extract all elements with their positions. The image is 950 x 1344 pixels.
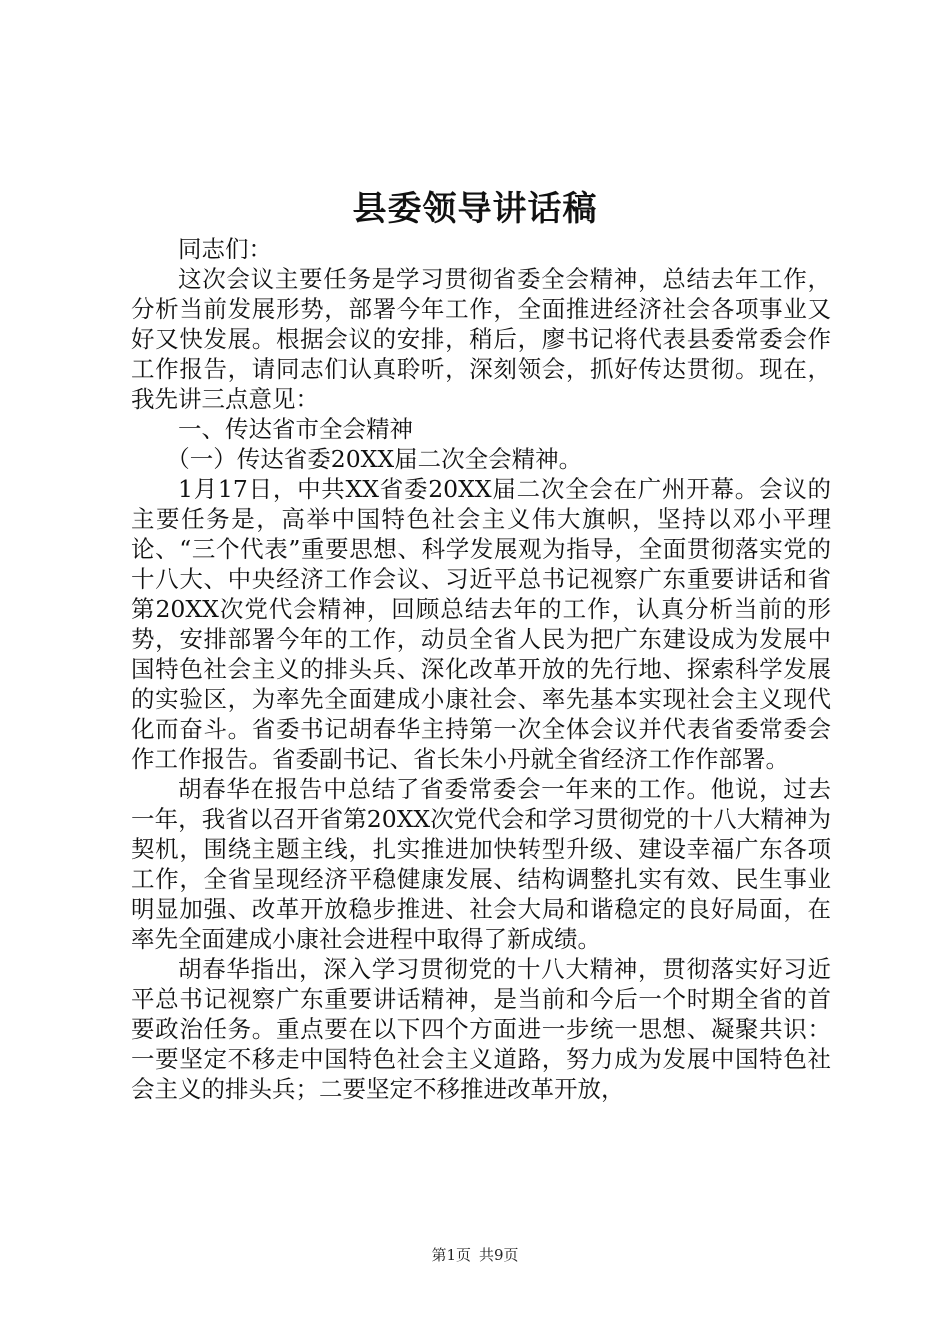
section-heading: 一、传达省市全会精神: [178, 415, 413, 443]
page-footer: [0, 1245, 950, 1265]
page-total: 共9页: [479, 1246, 519, 1264]
body-paragraph: 胡春华指出，深入学习贯彻党的十八大精神，贯彻落实好习近平总书记视察广东重要讲话精神，是当前和今后一个时期全省的首要政治任务。重点要在以下四个方面进一步统一思想、凝聚共识：一要坚定不移走中国特色社会主义道路，努力成为发展中国特色社会主义的排头兵；二要坚定不移推进改革开放，: [131, 955, 831, 1103]
intro-paragraph: 这次会议主要任务是学习贯彻省委全会精神，总结去年工作，分析当前发展形势，部署今年工作，全面推进经济社会各项事业又好又快发展。根据会议的安排，稍后，廖书记将代表县委常委会作工作报告，请同志们认真聆听，深刻领会，抓好传达贯彻。现在，我先讲三点意见：: [131, 265, 831, 413]
body-paragraph: 胡春华在报告中总结了省委常委会一年来的工作。他说，过去一年，我省以召开省第20XX次党代会和学习贯彻党的十八大精神为契机，围绕主题主线，扎实推进加快转型升级、建设幸福广东各项工作，全省呈现经济平稳健康发展、结构调整扎实有效、民生事业明显加强、改革开放稳步推进、社会大局和谐稳定的良好局面，在率先全面建成小康社会进程中取得了新成绩。: [131, 775, 831, 953]
document-body: [131, 234, 831, 1104]
page-number: 第1页: [431, 1246, 471, 1264]
salutation-paragraph: 同志们：: [178, 235, 272, 263]
subsection-heading: （一）传达省委20XX届二次全会精神。: [166, 445, 583, 473]
page-title: 县委领导讲话稿: [352, 189, 598, 229]
body-paragraph: 1月17日，中共XX省委20XX届二次全会在广州开幕。会议的主要任务是，高举中国特色社会主义伟大旗帜，坚持以邓小平理论、“三个代表”重要思想、科学发展观为指导，全面贯彻落实党的十八大、中央经济工作会议、习近平总书记视察广东重要讲话和省第20XX次党代会精神，回顾总结去年的工作，认真分析当前的形势，安排部署今年的工作，动员全省人民为把广东建设成为发展中国特色社会主义的排头兵、深化改革开放的先行地、探索科学发展的实验区，为率先全面建成小康社会、率先基本实现社会主义现代化而奋斗。省委书记胡春华主持第一次全体会议并代表省委常委会作工作报告。省委副书记、省长朱小丹就全省经济工作作部署。: [131, 475, 831, 773]
